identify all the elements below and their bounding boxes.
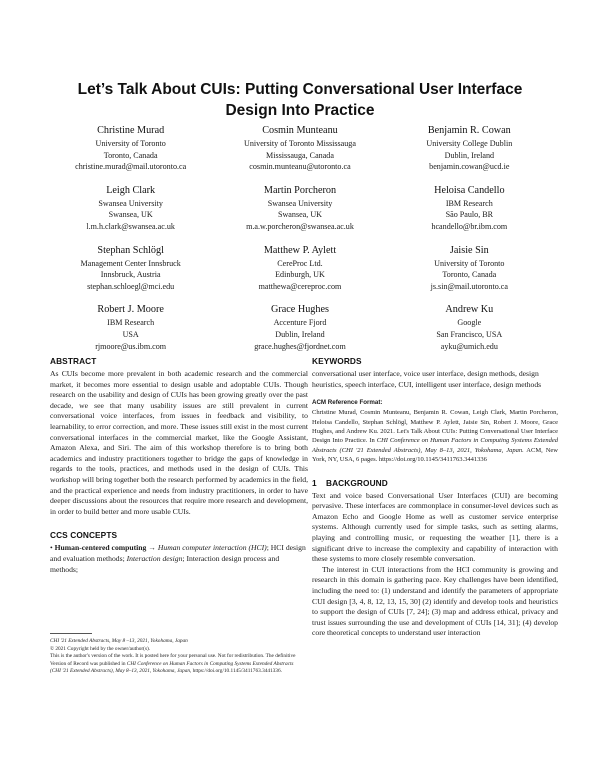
author-entry xyxy=(219,124,380,173)
author-location: Dublin, Ireland xyxy=(444,150,495,160)
abstract-heading: ABSTRACT xyxy=(50,356,97,366)
author-location: Swansea, UK xyxy=(108,210,153,220)
author-location: Dublin, Ireland xyxy=(275,329,325,339)
author-location: Swansea, UK xyxy=(277,210,323,220)
author-email[interactable]: grace.hughes@fjordnet.com xyxy=(254,341,346,351)
footnote-note-a: This is the author's version of the work. It is posted here for your personal use. Not for redistribution. The definitive Version of Record was published in xyxy=(50,653,296,667)
ccs-arrow: → xyxy=(148,543,156,553)
author-affiliation: University of Toronto xyxy=(434,258,505,268)
background-heading xyxy=(312,478,558,489)
background-paragraph-2: The interest in CUI interactions from the HCI community is growing and research in this domain is gathering pace. Key challenges have been identified, including the need to: (1) understand and identify the parameters of appropriate CUI design [3, 4, 8, 12, 13, 15, 30] (2) identify and develop tools and heuristics to support the design of CUIs [7, 24]; (3) map and address ethical, privacy and trust issues surrounding the use and development of CUIs [14, 31]; (4) develop core theoretical concepts to understand user interaction xyxy=(312,564,558,638)
background-paragraph-1: Text and voice based Conversational User Interfaces (CUI) are becoming pervasive. These interfaces are commonplace in consumer-level devices such as Amazon Echo and Google Home as well as customer service enterprise systems. Although currently used for simple tasks, such as setting alarms, playing and controlling music, or requesting the weather [1], there is a significant drive to increase the complexity and capability of interaction with these systems to more closely resemble conversation. xyxy=(312,490,558,564)
author-affiliation: University College Dublin xyxy=(426,139,513,148)
author-affiliation: University of Toronto xyxy=(95,139,166,148)
ccs-term-sub: Human computer interaction (HCI) xyxy=(157,543,267,553)
author-email[interactable]: js.sin@mail.utoronto.ca xyxy=(430,281,508,291)
author-name: Benjamin R. Cowan xyxy=(427,125,511,136)
author-block xyxy=(50,124,550,363)
author-location: Edinburgh, UK xyxy=(275,270,325,280)
author-entry xyxy=(50,303,211,352)
abstract-text: As CUIs become more prevalent in both academic research and the commercial market, it becomes more essential to design usable and adoptable CUIs. Though research on the usability and design of CUIs has been growing greatly over the past decade, we see that many usability issues are still prevalent in current conversational voice interfaces, from issues in feedback and visibility, to learnability, to error correction, and more. These issues still exist in the most current conversational interfaces in the commercial market, like the Google Assistant, Amazon Alexa, and Siri. The aim of this workshop therefore is to bring both academics and industry practitioners together to bridge the gaps of knowledge in regards to the tools, practices, and methods used in the design of CUIs. This workshop will bring together both the research performed by academics in the field, and the practical experience and needs from industry practitioners, in order to have deeper discussions about the resources that require more research and development, in order to build better and more usable CUIs. xyxy=(50,369,308,516)
footnote-copyright: © 2021 Copyright held by the owner/author(s). xyxy=(50,645,151,652)
author-name: Heloisa Candello xyxy=(434,184,505,196)
keywords-heading: KEYWORDS xyxy=(312,356,362,366)
background-section-number: 1 xyxy=(312,477,317,488)
author-entry xyxy=(389,303,550,352)
ccs-rest-1: ; HCI design and evaluation methods; xyxy=(50,543,306,563)
author-entry xyxy=(389,244,550,293)
footnote-note-venue: CHI Conference on Human Factors in Computing Systems Extended Abstracts (CHI '21 Extended Abstracts), May 8–13, 2021, Yokohama, Japan xyxy=(50,660,294,674)
right-column xyxy=(312,356,558,639)
author-affiliation: CereProc Ltd. xyxy=(277,258,323,268)
author-name: Martin Porcheron xyxy=(263,184,337,196)
author-affiliation: Accenture Fjord xyxy=(273,318,327,328)
author-affiliation: University of Toronto Mississauga xyxy=(244,139,356,148)
author-email[interactable]: matthewa@cereproc.com xyxy=(258,281,342,291)
author-location: USA xyxy=(122,329,139,339)
author-row xyxy=(50,124,550,173)
author-row xyxy=(50,244,550,293)
ccs-bullet: • xyxy=(50,543,53,553)
author-email[interactable]: cosmin.munteanu@utoronto.ca xyxy=(249,162,351,172)
ccs-rest-2: ; Interaction design process and methods; xyxy=(50,553,280,574)
author-location: San Francisco, USA xyxy=(436,329,503,339)
author-affiliation: Swansea University xyxy=(267,198,333,208)
author-entry xyxy=(50,244,211,293)
footnote-note xyxy=(50,653,300,676)
author-entry xyxy=(50,124,211,173)
footnote-note-b: , https://doi.org/10.1145/3411763.3441336. xyxy=(190,668,282,674)
ccs-term-primary: Human-centered computing xyxy=(54,543,147,553)
author-entry xyxy=(219,244,380,293)
acm-reference-venue: CHI Conference on Human Factors in Computing Systems Extended Abstracts (CHI '21 Extended Abstracts), May 8–13, 2021, Yokohama, Japan. xyxy=(312,437,559,454)
left-column xyxy=(50,356,308,575)
author-entry xyxy=(50,184,211,233)
footnote-venue-text: CHI '21 Extended Abstracts, May 8 –13, 2021, Yokohama, Japan xyxy=(50,638,188,644)
author-name: Leigh Clark xyxy=(106,184,156,196)
author-name: Grace Hughes xyxy=(270,304,329,316)
author-name: Stephan Schlögl xyxy=(97,244,164,256)
author-email[interactable]: stephan.schloegl@mci.edu xyxy=(87,281,175,291)
keywords-text: conversational user interface, voice user interface, design methods, design heuristics, speech interface, CUI, intelligent user interface, design methods xyxy=(312,369,542,389)
author-location: Toronto, Canada xyxy=(442,270,497,280)
footnote-rule xyxy=(50,633,92,634)
author-email[interactable]: hcandello@br.ibm.com xyxy=(431,221,508,231)
acm-reference-heading: ACM Reference Format: xyxy=(312,399,383,407)
copyright-footnote xyxy=(50,638,300,676)
author-name: Christine Murad xyxy=(97,125,165,136)
acm-reference-text xyxy=(312,408,558,464)
ccs-text xyxy=(50,543,308,575)
author-email[interactable]: ayku@umich.edu xyxy=(440,341,498,351)
author-location: São Paulo, BR xyxy=(445,210,494,220)
author-name: Jaisie Sin xyxy=(449,244,489,256)
acm-reference-text-a: Christine Murad, Cosmin Munteanu, Benjamin R. Cowan, Leigh Clark, Martin Porcheron, Heloisa Candello, Stephan Schlögl, Matthew P. Aylett, Jaisie Sin, Robert J. Moore, Grace Hughes, and Andrew Ku. 2021. Let's Talk About CUIs: Putting Conversational User Interface Design Into Practice. In xyxy=(312,409,558,445)
author-email[interactable]: m.a.w.porcheron@swansea.ac.uk xyxy=(246,221,354,231)
author-email[interactable]: l.m.h.clark@swansea.ac.uk xyxy=(86,221,175,231)
background-heading-text: BACKGROUND xyxy=(326,477,388,488)
author-location: Toronto, Canada xyxy=(103,150,158,160)
author-entry xyxy=(389,124,550,173)
author-affiliation: Google xyxy=(457,318,482,328)
author-email[interactable]: rjmoore@us.ibm.com xyxy=(95,341,167,351)
author-affiliation: Management Center Innsbruck xyxy=(80,258,181,268)
author-location: Mississauga, Canada xyxy=(266,150,334,160)
author-entry xyxy=(389,184,550,233)
ccs-heading: CCS CONCEPTS xyxy=(50,530,118,541)
acm-reference-text-b: ACM, New York, NY, USA, 6 pages. https://doi.org/10.1145/3411763.3441336 xyxy=(312,446,558,464)
author-affiliation: IBM Research xyxy=(107,318,155,328)
author-name: Matthew P. Aylett xyxy=(263,244,337,256)
author-affiliation: IBM Research xyxy=(445,198,493,208)
author-entry xyxy=(219,184,380,233)
ccs-term-secondary: Interaction design xyxy=(126,553,183,563)
paper-title: Let’s Talk About CUIs: Putting Conversational User Interface Design Into Practice xyxy=(77,81,523,119)
author-name: Robert J. Moore xyxy=(97,304,164,316)
author-entry xyxy=(219,303,380,352)
author-row xyxy=(50,303,550,352)
author-email[interactable]: benjamin.cowan@ucd.ie xyxy=(429,162,510,172)
author-name: Andrew Ku xyxy=(445,304,494,316)
footnote-venue xyxy=(50,638,300,646)
author-name: Cosmin Munteanu xyxy=(262,125,338,136)
author-location: Innsbruck, Austria xyxy=(100,270,161,280)
author-email[interactable]: christine.murad@mail.utoronto.ca xyxy=(75,162,187,172)
author-row xyxy=(50,184,550,233)
author-affiliation: Swansea University xyxy=(98,198,163,208)
